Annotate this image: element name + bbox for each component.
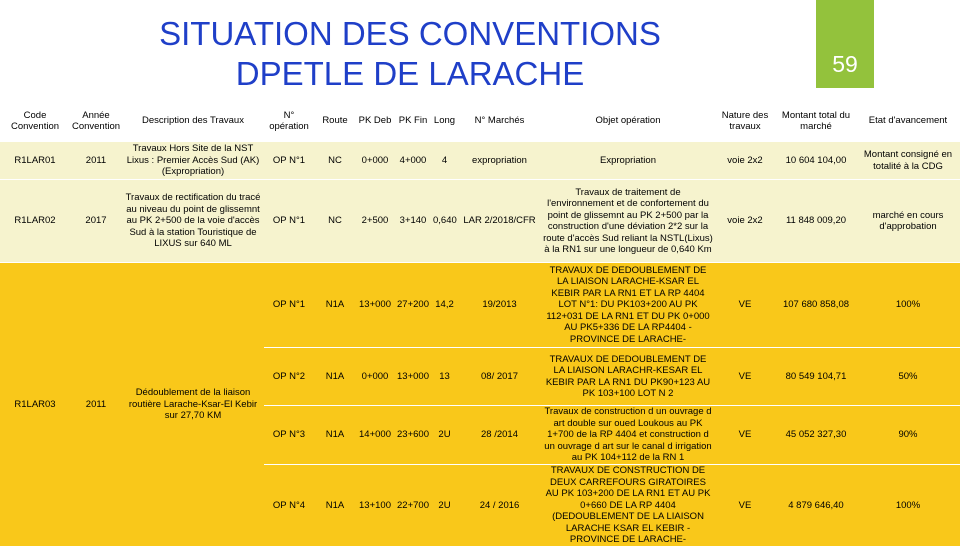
cell-nature: VE [714,348,776,406]
cell-objet: Travaux de construction d un ouvrage d art double sur oued Loukous au PK 1+700 de la RP 4404 et construction d un ouvrage d art sur le canal d irrigation au PK 104+112 de la RN 1 [542,406,714,465]
table-header-row [0,100,960,142]
cell-objet: TRAVAUX DE DEDOUBLEMENT DE LA LIAISON LARACHR-KESAR EL KEBIR PAR LA RN1 DU PK90+123 AU PK 103+100 LOT N 2 [542,348,714,406]
header-pk-deb: PK Deb [356,100,394,142]
cell-route: N1A [314,406,356,465]
cell-long: 0,640 [432,180,457,263]
cell-nature: voie 2x2 [714,180,776,263]
conventions-table [0,100,960,546]
header-route: Route [314,100,356,142]
cell-etat: 50% [856,348,960,406]
cell-pk-deb: 13+000 [356,263,394,348]
cell-operation: OP N°2 [264,348,314,406]
header-montant: Montant total du marché [776,100,856,142]
cell-operation: OP N°1 [264,142,314,180]
cell-etat: marché en cours d'approbation [856,180,960,263]
cell-objet: Travaux de traitement de l'environnement et de confortement du point de glissemnt au PK 2+500 par la construction d'une déviation 2*2 sur la route d'accès Sud reliant la NSTL(Lixus) à la RN1 sur une longueur de 0,640 Km [542,180,714,263]
header-objet: Objet opération [542,100,714,142]
cell-route: NC [314,180,356,263]
cell-operation: OP N°1 [264,180,314,263]
cell-operation: OP N°4 [264,465,314,546]
cell-montant: 4 879 646,40 [776,465,856,546]
cell-pk-fin: 4+000 [394,142,432,180]
cell-annee: 2011 [70,142,122,180]
cell-nature: VE [714,465,776,546]
cell-route: N1A [314,465,356,546]
cell-operation: OP N°1 [264,263,314,348]
cell-etat: 100% [856,263,960,348]
cell-nature: voie 2x2 [714,142,776,180]
cell-pk-fin: 27+200 [394,263,432,348]
cell-pk-deb: 0+000 [356,142,394,180]
header-etat: Etat d'avancement [856,100,960,142]
header-code: Code Convention [0,100,70,142]
cell-pk-deb: 0+000 [356,348,394,406]
cell-pk-deb: 2+500 [356,180,394,263]
cell-montant: 80 549 104,71 [776,348,856,406]
cell-objet: TRAVAUX DE CONSTRUCTION DE DEUX CARREFOURS GIRATOIRES AU PK 103+200 DE LA RN1 ET AU PK 0+660 DE LA RP 4404 (DEDOUBLEMENT DE LA LIAISON LARACHE KSAR EL KEBIR - PROVINCE DE LARACHE- [542,465,714,546]
cell-route: NC [314,142,356,180]
header-description: Description des Travaux [122,100,264,142]
table-row [0,263,960,348]
cell-marche: 08/ 2017 [457,348,542,406]
cell-annee: 2011 [70,263,122,546]
cell-marche: 19/2013 [457,263,542,348]
cell-code: R1LAR01 [0,142,70,180]
cell-pk-fin: 13+000 [394,348,432,406]
cell-etat: 100% [856,465,960,546]
cell-pk-fin: 23+600 [394,406,432,465]
cell-nature: VE [714,406,776,465]
header-nature: Nature des travaux [714,100,776,142]
header-operation: N° opération [264,100,314,142]
cell-etat: 90% [856,406,960,465]
cell-marche: LAR 2/2018/CFR [457,180,542,263]
cell-route: N1A [314,263,356,348]
cell-code: R1LAR03 [0,263,70,546]
cell-long: 4 [432,142,457,180]
cell-montant: 10 604 104,00 [776,142,856,180]
cell-long: 13 [432,348,457,406]
cell-etat: Montant consigné en totalité à la CDG [856,142,960,180]
page-subtitle: DPETLE DE LARACHE [235,55,585,92]
cell-pk-deb: 14+000 [356,406,394,465]
cell-pk-fin: 3+140 [394,180,432,263]
cell-objet: TRAVAUX DE DEDOUBLEMENT DE LA LIAISON LARACHE-KSAR EL KEBIR PAR LA RN1 ET LA RP 4404 LOT N°1: DU PK103+200 AU PK 112+031 DE LA RN1 ET DU PK 0+000 AU PK5+336 DE LA RP4404 - PROVINCE DE LARACHE- [542,263,714,348]
cell-description: Dédoublement de la liaison routière Larache-Ksar-El Kebir sur 27,70 KM [122,263,264,546]
cell-montant: 107 680 858,08 [776,263,856,348]
cell-montant: 11 848 009,20 [776,180,856,263]
cell-operation: OP N°3 [264,406,314,465]
cell-pk-deb: 13+100 [356,465,394,546]
header-annee: Année Convention [70,100,122,142]
table-row [0,142,960,180]
cell-code: R1LAR02 [0,180,70,263]
cell-long: 2U [432,406,457,465]
header-marche: N° Marchés [457,100,542,142]
cell-nature: VE [714,263,776,348]
cell-montant: 45 052 327,30 [776,406,856,465]
cell-pk-fin: 22+700 [394,465,432,546]
cell-marche: expropriation [457,142,542,180]
cell-description: Travaux de rectification du tracé au niveau du point de glissemnt au PK 2+500 de la voie d'accès Sud à la station Touristique de LIXUS sur 640 ML [122,180,264,263]
page-number-badge: 59 [816,0,874,88]
header-pk-fin: PK Fin [394,100,432,142]
cell-objet: Expropriation [542,142,714,180]
cell-annee: 2017 [70,180,122,263]
header-long: Long [432,100,457,142]
cell-route: N1A [314,348,356,406]
cell-description: Travaux Hors Site de la NST Lixus : Premier Accès Sud (AK) (Expropriation) [122,142,264,180]
cell-marche: 24 / 2016 [457,465,542,546]
cell-long: 2U [432,465,457,546]
cell-long: 14,2 [432,263,457,348]
table-row [0,180,960,263]
cell-marche: 28 /2014 [457,406,542,465]
page-title: SITUATION DES CONVENTIONS [159,15,661,52]
